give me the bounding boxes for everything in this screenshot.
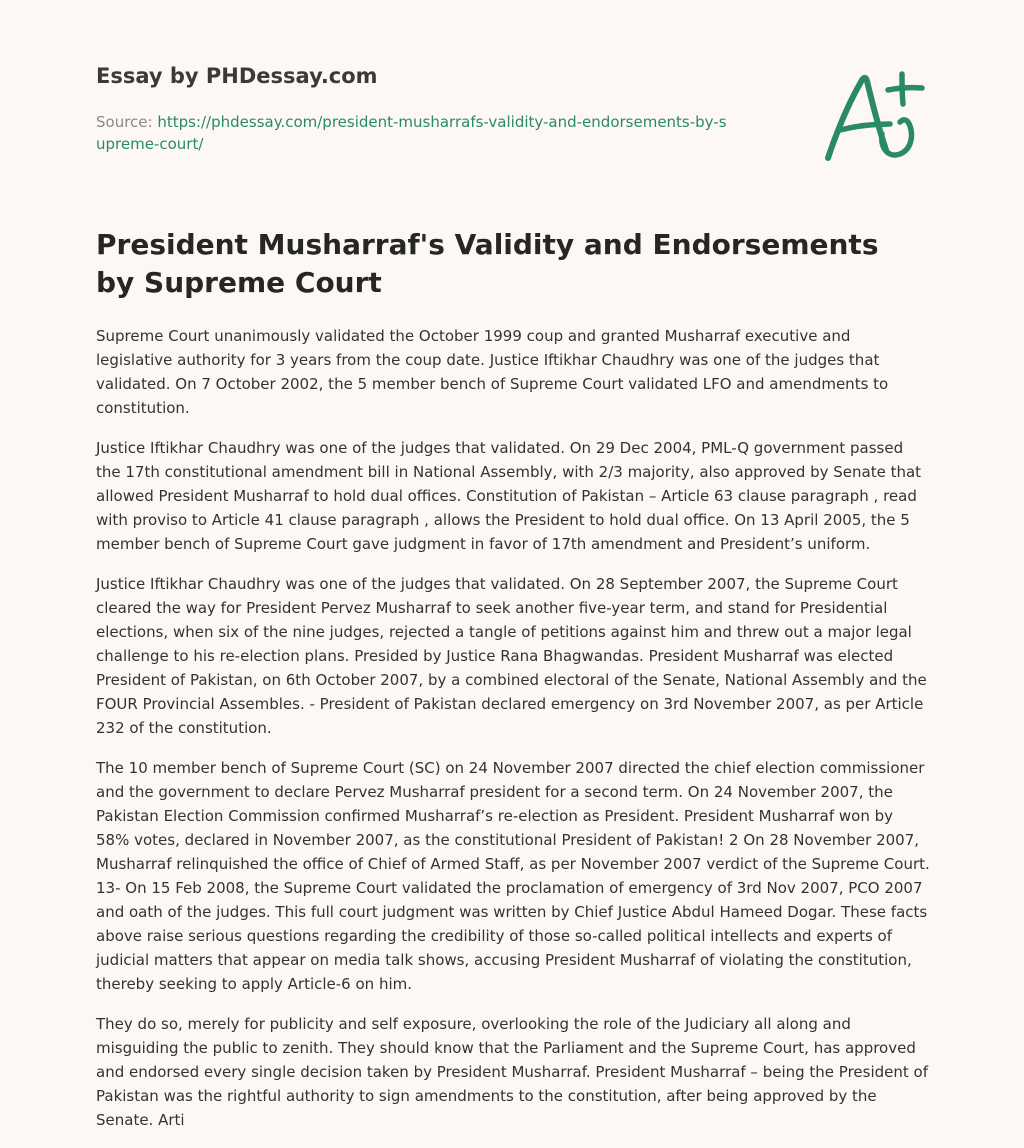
site-brand: Essay by PHDessay.com xyxy=(96,64,378,88)
essay-paragraph: Justice Iftikhar Chaudhry was one of the judges that validated. On 28 September 2007, the Supreme Court cleared the way for President Pervez Musharraf to seek another five-year term, and stand for Presidential elections, when six of the nine judges, rejected a tangle of petitions against him and threw out a major legal challenge to his re-election plans. Presided by Justice Rana Bhagwandas. President Musharraf was elected President of Pakistan, on 6th October 2007, by a combined electoral of the Senate, National Assembly and the FOUR Provincial Assembles. - President of Pakistan declared emergency on 3rd November 2007, as per Article 232 of the constitution. xyxy=(96,575,927,737)
essay-body xyxy=(96,324,930,1148)
essay-title: President Musharraf's Validity and Endorsements by Supreme Court xyxy=(96,228,879,299)
source-label: Source: xyxy=(96,113,158,131)
essay-paragraph: Justice Iftikhar Chaudhry was one of the judges that validated. On 29 Dec 2004, PML-Q government passed the 17th constitutional amendment bill in National Assembly, with 2/3 majority, also approved by Senate that allowed President Musharraf to hold dual offices. Constitution of Pakistan – Article 63 clause paragraph , read with proviso to Article 41 clause paragraph , allows the President to hold dual office. On 13 April 2005, the 5 member bench of Supreme Court gave judgment in favor of 17th amendment and President’s uniform. xyxy=(96,439,922,553)
a-plus-logo-icon xyxy=(820,68,930,164)
essay-paragraph: Supreme Court unanimously validated the October 1999 coup and granted Musharraf executive and legislative authority for 3 years from the coup date. Justice Iftikhar Chaudhry was one of the judges that validated. On 7 October 2002, the 5 member bench of Supreme Court validated LFO and amendments to constitution. xyxy=(96,327,889,417)
essay-paragraph: The 10 member bench of Supreme Court (SC) on 24 November 2007 directed the chief election commissioner and the government to declare Pervez Musharraf president for a second term. On 24 November 2007, the Pakistan Election Commission confirmed Musharraf’s re-election as President. President Musharraf won by 58% votes, declared in November 2007, as the constitutional President of Pakistan! 2 On 28 November 2007, Musharraf relinquished the office of Chief of Armed Staff, as per November 2007 verdict of the Supreme Court. 13- On 15 Feb 2008, the Supreme Court validated the proclamation of emergency of 3rd Nov 2007, PCO 2007 and oath of the judges. This full court judgment was written by Chief Justice Abdul Hameed Dogar. These facts above raise serious questions regarding the credibility of those so-called political intellects and experts of judicial matters that appear on media talk shows, accusing President Musharraf of violating the constitution, thereby seeking to apply Article-6 on him. xyxy=(96,759,930,993)
source-link[interactable]: https://phdessay.com/president-musharrafs-validity-and-endorsements-by-supreme-court/ xyxy=(96,113,727,153)
essay-paragraph: They do so, merely for publicity and self exposure, overlooking the role of the Judiciary all along and misguiding the public to zenith. They should know that the Parliament and the Supreme Court, has approved and endorsed every single decision taken by President Musharraf. President Musharraf – being the President of Pakistan was the rightful authority to sign amendments to the constitution, after being approved by the Senate. Arti xyxy=(96,1015,928,1129)
source-line xyxy=(96,111,736,155)
